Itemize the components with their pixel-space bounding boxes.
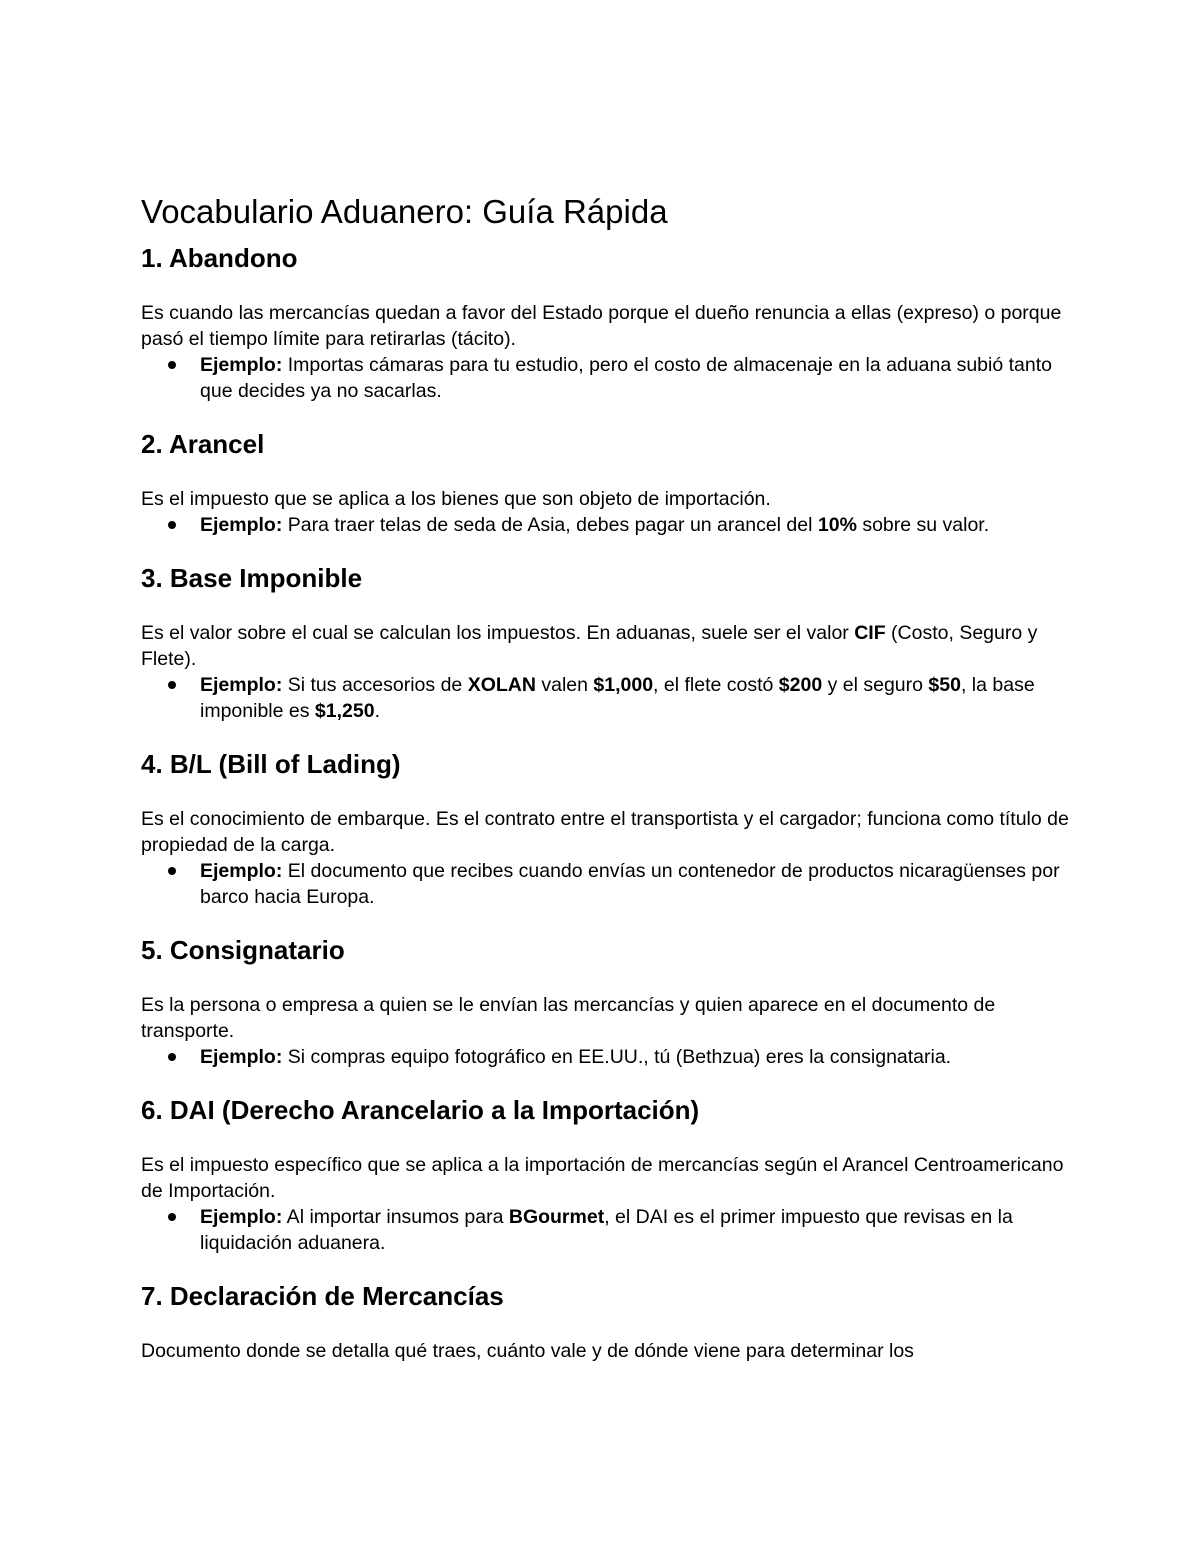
text-run: , la base imponible es (200, 674, 1035, 722)
bullet-icon (168, 521, 176, 529)
section-heading: 7. Declaración de Mercancías (141, 1281, 504, 1311)
text-run: (Costo, Seguro y Flete). (141, 622, 1038, 670)
section-definition (141, 300, 1071, 352)
example-item (141, 858, 1071, 910)
vocab-section (141, 1278, 1071, 1364)
example-label: Ejemplo: (200, 674, 283, 696)
example-label: Ejemplo: (200, 1046, 283, 1068)
example-list (141, 672, 1071, 724)
section-definition (141, 620, 1071, 672)
text-run: El documento que recibes cuando envías un contenedor de productos nicaragüenses por barco hacia Europa. (200, 860, 1060, 908)
bold-term: $50 (928, 674, 961, 696)
section-heading: 6. DAI (Derecho Arancelario a la Importación) (141, 1095, 700, 1125)
example-list (141, 512, 1071, 538)
section-definition (141, 1338, 1071, 1364)
text-run: Si compras equipo fotográfico en EE.UU., tú (Bethzua) eres la consignataria. (282, 1046, 952, 1068)
text-run: Para traer telas de seda de Asia, debes pagar un arancel del (282, 514, 818, 536)
bold-term: $1,000 (593, 674, 654, 696)
section-heading: 1. Abandono (141, 243, 298, 273)
text-run: Documento donde se detalla qué traes, cuánto vale y de dónde viene para determinar los (141, 1340, 914, 1362)
bold-term: XOLAN (467, 674, 536, 696)
example-list (141, 1044, 1071, 1070)
example-list (141, 352, 1071, 404)
text-run: Es cuando las mercancías quedan a favor del Estado porque el dueño renuncia a ellas (expreso) o porque pasó el tiempo límite para retirarlas (tácito). (141, 302, 1062, 350)
sections-container (141, 240, 1071, 1364)
bold-term: CIF (854, 622, 886, 644)
vocab-section (141, 746, 1071, 910)
example-label: Ejemplo: (200, 354, 283, 376)
section-definition (141, 806, 1071, 858)
bullet-icon (168, 681, 176, 689)
example-label: Ejemplo: (200, 1206, 283, 1228)
document-page (141, 188, 1071, 1386)
vocab-section (141, 560, 1071, 724)
example-list (141, 1204, 1071, 1256)
vocab-section (141, 932, 1071, 1070)
bold-term: $200 (778, 674, 823, 696)
text-run: , el flete costó (653, 674, 779, 696)
text-run: Es el impuesto que se aplica a los bienes que son objeto de importación. (141, 488, 771, 510)
bullet-icon (168, 1053, 176, 1061)
text-run: y el seguro (822, 674, 929, 696)
vocab-section (141, 426, 1071, 538)
text-run: Importas cámaras para tu estudio, pero el costo de almacenaje en la aduana subió tanto que decides ya no sacarlas. (200, 354, 1052, 402)
text-run: Es el valor sobre el cual se calculan los impuestos. En aduanas, suele ser el valor (141, 622, 855, 644)
text-run: Es la persona o empresa a quien se le envían las mercancías y quien aparece en el documento de transporte. (141, 994, 996, 1042)
section-heading: 4. B/L (Bill of Lading) (141, 749, 401, 779)
example-list (141, 858, 1071, 910)
bullet-icon (168, 867, 176, 875)
text-run: Es el impuesto específico que se aplica a la importación de mercancías según el Arancel Centroamericano de Importación. (141, 1154, 1064, 1202)
section-definition (141, 486, 1071, 512)
text-run: sobre su valor. (856, 514, 990, 536)
vocab-section (141, 1092, 1071, 1256)
document-title: Vocabulario Aduanero: Guía Rápida (141, 193, 668, 230)
example-label: Ejemplo: (200, 514, 283, 536)
bold-term: 10% (817, 514, 857, 536)
example-label: Ejemplo: (200, 860, 283, 882)
section-definition (141, 1152, 1071, 1204)
text-run: , el DAI es el primer impuesto que revisas en la liquidación aduanera. (200, 1206, 1013, 1254)
section-heading: 3. Base Imponible (141, 563, 363, 593)
example-item (141, 352, 1071, 404)
section-definition (141, 992, 1071, 1044)
section-heading: 2. Arancel (141, 429, 265, 459)
section-heading: 5. Consignatario (141, 935, 345, 965)
text-run: Al importar insumos para (282, 1206, 509, 1228)
example-item (141, 672, 1071, 724)
example-item (141, 512, 1071, 538)
example-item (141, 1204, 1071, 1256)
vocab-section (141, 240, 1071, 404)
bullet-icon (168, 361, 176, 369)
example-item (141, 1044, 1071, 1070)
bold-term: $1,250 (314, 700, 375, 722)
text-run: valen (535, 674, 594, 696)
text-run: Es el conocimiento de embarque. Es el contrato entre el transportista y el cargador; funciona como título de propiedad de la carga. (141, 808, 1069, 856)
bullet-icon (168, 1213, 176, 1221)
text-run: Si tus accesorios de (282, 674, 468, 696)
bold-term: BGourmet (508, 1206, 605, 1228)
text-run: . (374, 700, 380, 722)
